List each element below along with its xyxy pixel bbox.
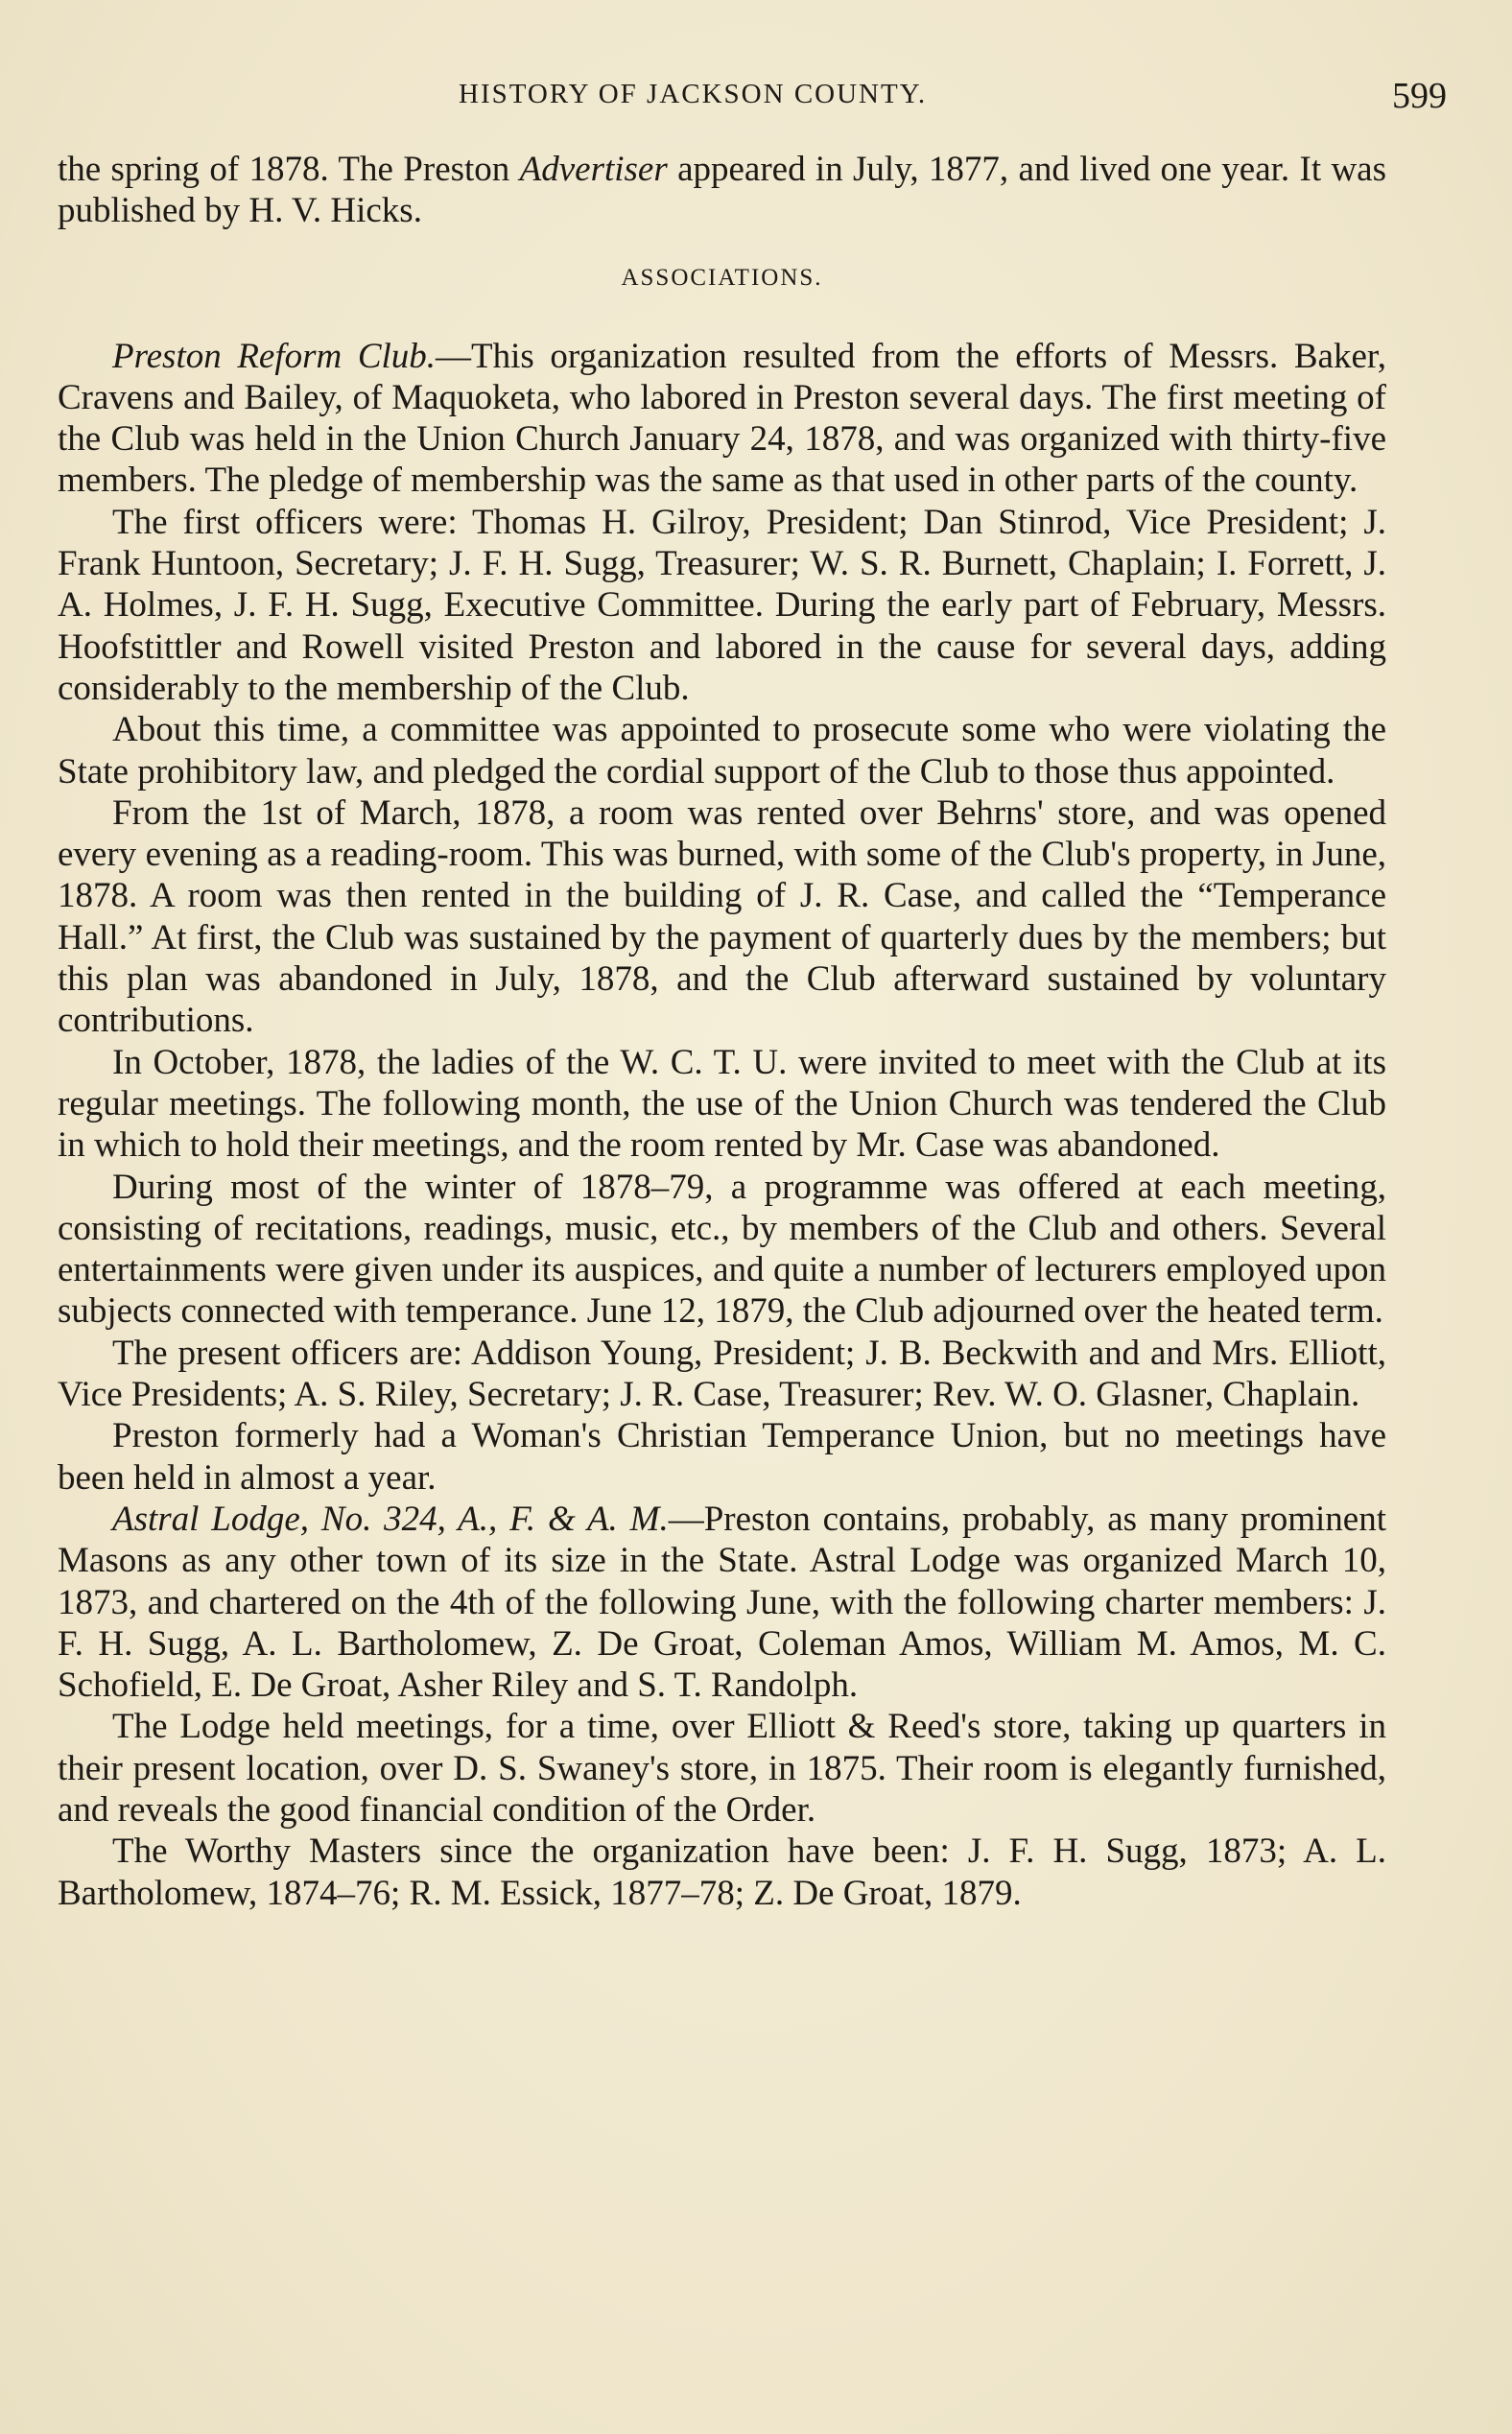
page-header [56, 75, 1447, 123]
paragraph-committee: About this time, a committee was appointed to prosecute some who were violating the State prohibitory law, and pledged the cordial support of the Club to those thus appointed. [58, 710, 1386, 792]
paragraph-worthy-masters: The Worthy Masters since the organization have been: J. F. H. Sugg, 1873; A. L. Bartholomew, 1874–76; R. M. Essick, 1877–78; Z. De Groat, 1879. [58, 1831, 1386, 1913]
paragraph-womens-union: Preston formerly had a Woman's Christian Temperance Union, but no meetings have been held in almost a year. [58, 1416, 1386, 1498]
running-head: HISTORY OF JACKSON COUNTY. [459, 79, 928, 109]
paragraph-text: appeared in July, 1877, and lived one year. It was published by H. V. Hicks. [58, 150, 1386, 231]
paragraph-text: —This organization resulted from the efforts of Messrs. Baker, Cravens and Bailey, of Maquoketa, who labored in Preston several days. The first meeting of the Club was held in the Union Church January 24, 1878, and was organized with thirty-five members. The pledge of membership was the same as that used in other parts of the county. [58, 336, 1386, 501]
paragraph-wctu: In October, 1878, the ladies of the W. C. T. U. were invited to meet with the Club at its regular meetings. The following month, the use of the Union Church was tendered the Club in which to hold their meetings, and the room rented by Mr. Case was abandoned. [58, 1042, 1386, 1166]
entry-title: Astral Lodge, No. 324, A., F. & A. M. [112, 1499, 669, 1539]
paragraph-continuation [58, 149, 1386, 232]
paragraph-reform-club [58, 336, 1386, 502]
page-number: 599 [1392, 76, 1447, 116]
newspaper-title: Advertiser [519, 150, 668, 189]
paragraph-lodge-meetings: The Lodge held meetings, for a time, over Elliott & Reed's store, taking up quarters in their present location, over D. S. Swaney's store, in 1875. Their room is elegantly furnished, and reveals the good financial condition of the Order. [58, 1707, 1386, 1830]
paragraph-text: —Preston contains, probably, as many prominent Masons as any other town of its size in the State. Astral Lodge was organized March 10, 1873, and chartered on the 4th of the following June, with the following charter members: J. F. H. Sugg, A. L. Bartholomew, Z. De Groat, Coleman Amos, William M. Amos, M. C. Schofield, E. De Groat, Asher Riley and S. T. Randolph. [58, 1499, 1387, 1706]
section-heading: ASSOCIATIONS. [621, 264, 823, 291]
page-body [58, 149, 1386, 1914]
paragraph-first-officers: The first officers were: Thomas H. Gilroy, President; Dan Stinrod, Vice President; J. Frank Huntoon, Secretary; J. F. H. Sugg, Treasurer; W. S. R. Burnett, Chaplain; I. Forrett, J. A. Holmes, J. F. H. Sugg, Executive Committee. During the early part of February, Messrs. Hoofstittler and Rowell visited Preston and labored in the cause for several days, adding considerably to the membership of the Club. [58, 502, 1386, 708]
entry-title: Preston Reform Club. [112, 336, 437, 376]
paragraph-programme: During most of the winter of 1878–79, a programme was offered at each meeting, consisting of recitations, readings, music, etc., by members of the Club and others. Several entertainments were given under its auspices, and quite a number of lecturers employed upon subjects connected with temperance. June 12, 1879, the Club adjourned over the heated term. [58, 1167, 1386, 1332]
paragraph-astral-lodge [58, 1499, 1386, 1706]
paragraph-reading-room: From the 1st of March, 1878, a room was rented over Behrns' store, and was opened every evening as a reading-room. This was burned, with some of the Club's property, in June, 1878. A room was then rented in the building of J. R. Case, and called the “Temperance Hall.” At first, the Club was sustained by the payment of quarterly dues by the members; but this plan was abandoned in July, 1878, and the Club afterward sustained by voluntary contributions. [58, 792, 1386, 1041]
paragraph-text: the spring of 1878. The Preston [58, 150, 520, 189]
paragraph-present-officers: The present officers are: Addison Young, President; J. B. Beckwith and and Mrs. Elliott, Vice Presidents; A. S. Riley, Secretary; J. R. Case, Treasurer; Rev. W. O. Glasner, Chaplain. [58, 1333, 1386, 1415]
